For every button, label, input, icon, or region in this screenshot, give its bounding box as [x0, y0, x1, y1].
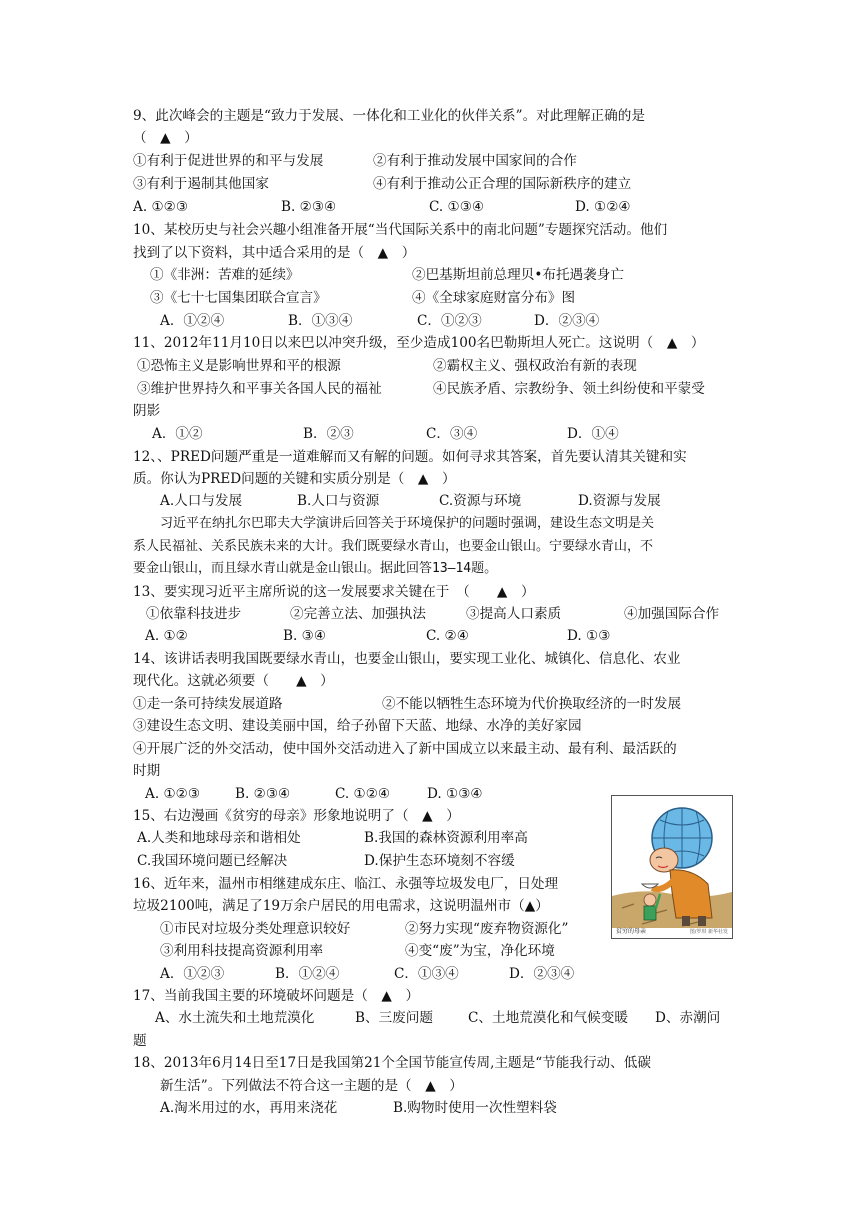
q9-option-a: A. ①②③ — [133, 199, 189, 215]
passage-line2: 系人民福祉、关系民族未来的大计。我们既要绿水青山，也要金山银山。宁要绿水青山，不 — [133, 539, 654, 554]
cartoon-poor-mother-image — [611, 795, 733, 939]
q13-stem-line1: 13、要实现习近平主席所说的这一发展要求关键在于 （ ▲ ） — [133, 584, 535, 600]
q10-statement-2: ②巴基斯坦前总理贝•布托遇袭身亡 — [412, 267, 624, 283]
q17-option-d: D、赤潮问 — [655, 1010, 721, 1026]
q16-stem-line1: 16、近年来，温州市相继建成东庄、临江、永强等垃圾发电厂，日处理 — [133, 876, 559, 892]
q10-statement-4: ④《全球家庭财富分布》图 — [412, 290, 576, 306]
q14-option-c: C. ①②④ — [335, 786, 391, 802]
passage-line1: 习近平在纳扎尔巴耶夫大学演讲后回答关于环境保护的问题时强调，建设生态文明是关 — [160, 516, 655, 531]
q9-option-c: C. ①③④ — [429, 199, 485, 215]
q14-statement-4: ④开展广泛的外交活动，使中国外交活动进入了新中国成立以来最主动、最有利、最活跃的 — [133, 741, 677, 757]
q12-option-d: D.资源与发展 — [578, 493, 661, 509]
q11-stem-line1: 11、2012年11月10日以来巴以冲突升级，至少造成100名巴勒斯坦人死亡。这说明（ ▲ ） — [133, 335, 705, 351]
q16-statement-3: ③利用科技提高资源利用率 — [160, 943, 324, 959]
q16-statement-1: ①市民对垃圾分类处理意识较好 — [160, 921, 351, 937]
q10-stem-line2: 找到了以下资料，其中适合采用的是（ ▲ ） — [133, 245, 416, 261]
q10-statement-1: ①《非洲：苦难的延续》 — [150, 267, 300, 283]
q12-stem-line2: 质。你认为PRED问题的关键和实质分别是（ ▲ ） — [133, 471, 456, 487]
q17-option-c: C、土地荒漠化和气候变暖 — [468, 1010, 628, 1026]
q15-option-a: A.人类和地球母亲和谐相处 — [137, 830, 301, 846]
q11-statement-4-cont: 阴影 — [133, 403, 161, 419]
q10-stem-line1: 10、某校历史与社会兴趣小组准备开展“当代国际关系中的南北问题”专题探究活动。他们 — [133, 222, 668, 238]
q11-option-a: A．①② — [152, 426, 203, 442]
q17-stem-line1: 17、当前我国主要的环境破坏问题是（ ▲ ） — [133, 988, 420, 1004]
passage-line3: 要金山银山，而且绿水青山就是金山银山。据此回答13—14题。 — [133, 561, 498, 576]
q10-option-a: A．①②④ — [160, 313, 225, 329]
q9-statement-4: ④有利于推动公正合理的国际新秩序的建立 — [373, 176, 632, 192]
q11-option-c: C．③④ — [426, 426, 478, 442]
q16-statement-4: ④变“废”为宝，净化环境 — [405, 943, 555, 959]
q13-option-b: B. ③④ — [283, 628, 327, 644]
q15-stem-line1: 15、右边漫画《贫穷的母亲》形象地说明了（ ▲ ） — [133, 808, 460, 824]
q15-option-d: D.保护生态环境刻不容缓 — [364, 853, 515, 869]
q17-option-d-cont: 题 — [133, 1033, 147, 1049]
q18-stem-line1: 18、2013年6月14日至17日是我国第21个全国节能宣传周,主题是“节能我行动、低碳 — [133, 1055, 651, 1071]
q14-stem-line2: 现代化。这就必须要（ ▲ ） — [133, 673, 334, 689]
q16-option-c: C．①③④ — [394, 966, 459, 982]
q16-statement-2: ②努力实现“废弃物资源化” — [405, 921, 569, 937]
q14-statement-1: ①走一条可持续发展道路 — [133, 696, 283, 712]
q9-stem-line1: 9、此次峰会的主题是“致力于发展、一体化和工业化的伙伴关系”。对此理解正确的是 — [133, 108, 645, 124]
q9-statement-1: ①有利于促进世界的和平与发展 — [133, 153, 324, 169]
cartoon-title: 贫穷的母亲 — [616, 928, 647, 935]
q13-statement-1: ①依靠科技进步 — [146, 606, 242, 622]
q9-statement-2: ②有利于推动发展中国家间的合作 — [373, 153, 577, 169]
cartoon-credit: 图/罗琪 新华社发 — [689, 929, 728, 935]
q10-option-d: D．②③④ — [534, 313, 600, 329]
q12-stem-line1: 12、、PRED问题严重是一道难解而又有解的问题。如何寻求其答案，首先要认清其关键和实 — [133, 449, 687, 465]
q13-statement-4: ④加强国际合作 — [624, 606, 720, 622]
q15-option-c: C.我国环境问题已经解决 — [137, 853, 288, 869]
q12-option-c: C.资源与环境 — [439, 493, 522, 509]
q14-option-b: B. ②③④ — [235, 786, 291, 802]
cartoon-poor-mother-icon — [612, 796, 732, 938]
q10-option-b: B．①③④ — [288, 313, 353, 329]
q16-option-a: A．①②③ — [160, 966, 225, 982]
q9-option-b: B. ②③④ — [281, 199, 337, 215]
q14-option-d: D. ①③④ — [427, 786, 483, 802]
q14-option-a: A. ①②③ — [145, 786, 201, 802]
q9-statement-3: ③有利于遏制其他国家 — [133, 176, 269, 192]
q13-option-a: A. ①② — [145, 628, 188, 644]
q11-statement-4: ④民族矛盾、宗教纷争、领土纠纷使和平蒙受 — [433, 381, 705, 397]
q9-option-d: D. ①②④ — [575, 199, 631, 215]
q18-stem-line2: 新生活”。下列做法不符合这一主题的是（ ▲ ） — [160, 1078, 463, 1094]
q18-option-b: B.购物时使用一次性塑料袋 — [393, 1100, 557, 1116]
q18-option-a: A.淘米用过的水，再用来浇花 — [160, 1100, 338, 1116]
q11-statement-1: ①恐怖主义是影响世界和平的根源 — [137, 358, 341, 374]
q11-statement-3: ③维护世界持久和平事关各国人民的福祉 — [137, 381, 382, 397]
q15-option-b: B.我国的森林资源利用率高 — [364, 830, 528, 846]
q13-option-d: D. ①③ — [567, 628, 611, 644]
q10-option-c: C．①②③ — [417, 313, 482, 329]
q13-statement-2: ②完善立法、加强执法 — [290, 606, 426, 622]
q13-statement-3: ③提高人口素质 — [466, 606, 562, 622]
q9-stem-line2: （ ▲ ） — [133, 130, 198, 146]
q16-stem-line2: 垃圾2100吨，满足了19万余户居民的用电需求，这说明温州市（▲） — [133, 898, 549, 914]
q10-statement-3: ③《七十七国集团联合宣言》 — [150, 290, 327, 306]
q11-option-b: B．②③ — [303, 426, 354, 442]
q11-statement-2: ②霸权主义、强权政治有新的表现 — [433, 358, 637, 374]
q17-option-b: B、三废问题 — [355, 1010, 433, 1026]
q14-statement-3: ③建设生态文明、建设美丽中国，给子孙留下天蓝、地绿、水净的美好家园 — [133, 718, 582, 734]
q11-option-d: D．①④ — [567, 426, 619, 442]
q17-option-a: A、水土流失和土地荒漠化 — [155, 1010, 315, 1026]
q14-statement-2: ②不能以牺牲生态环境为代价换取经济的一时发展 — [382, 696, 682, 712]
q14-statement-4-cont: 时期 — [133, 763, 161, 779]
q13-option-c: C. ②④ — [426, 628, 469, 644]
q16-option-b: B．①②④ — [275, 966, 340, 982]
q12-option-b: B.人口与资源 — [297, 493, 380, 509]
q14-stem-line1: 14、该讲话表明我国既要绿水青山，也要金山银山，要实现工业化、城镇化、信息化、农业 — [133, 651, 681, 667]
q12-option-a: A.人口与发展 — [160, 493, 243, 509]
q16-option-d: D．②③④ — [509, 966, 575, 982]
